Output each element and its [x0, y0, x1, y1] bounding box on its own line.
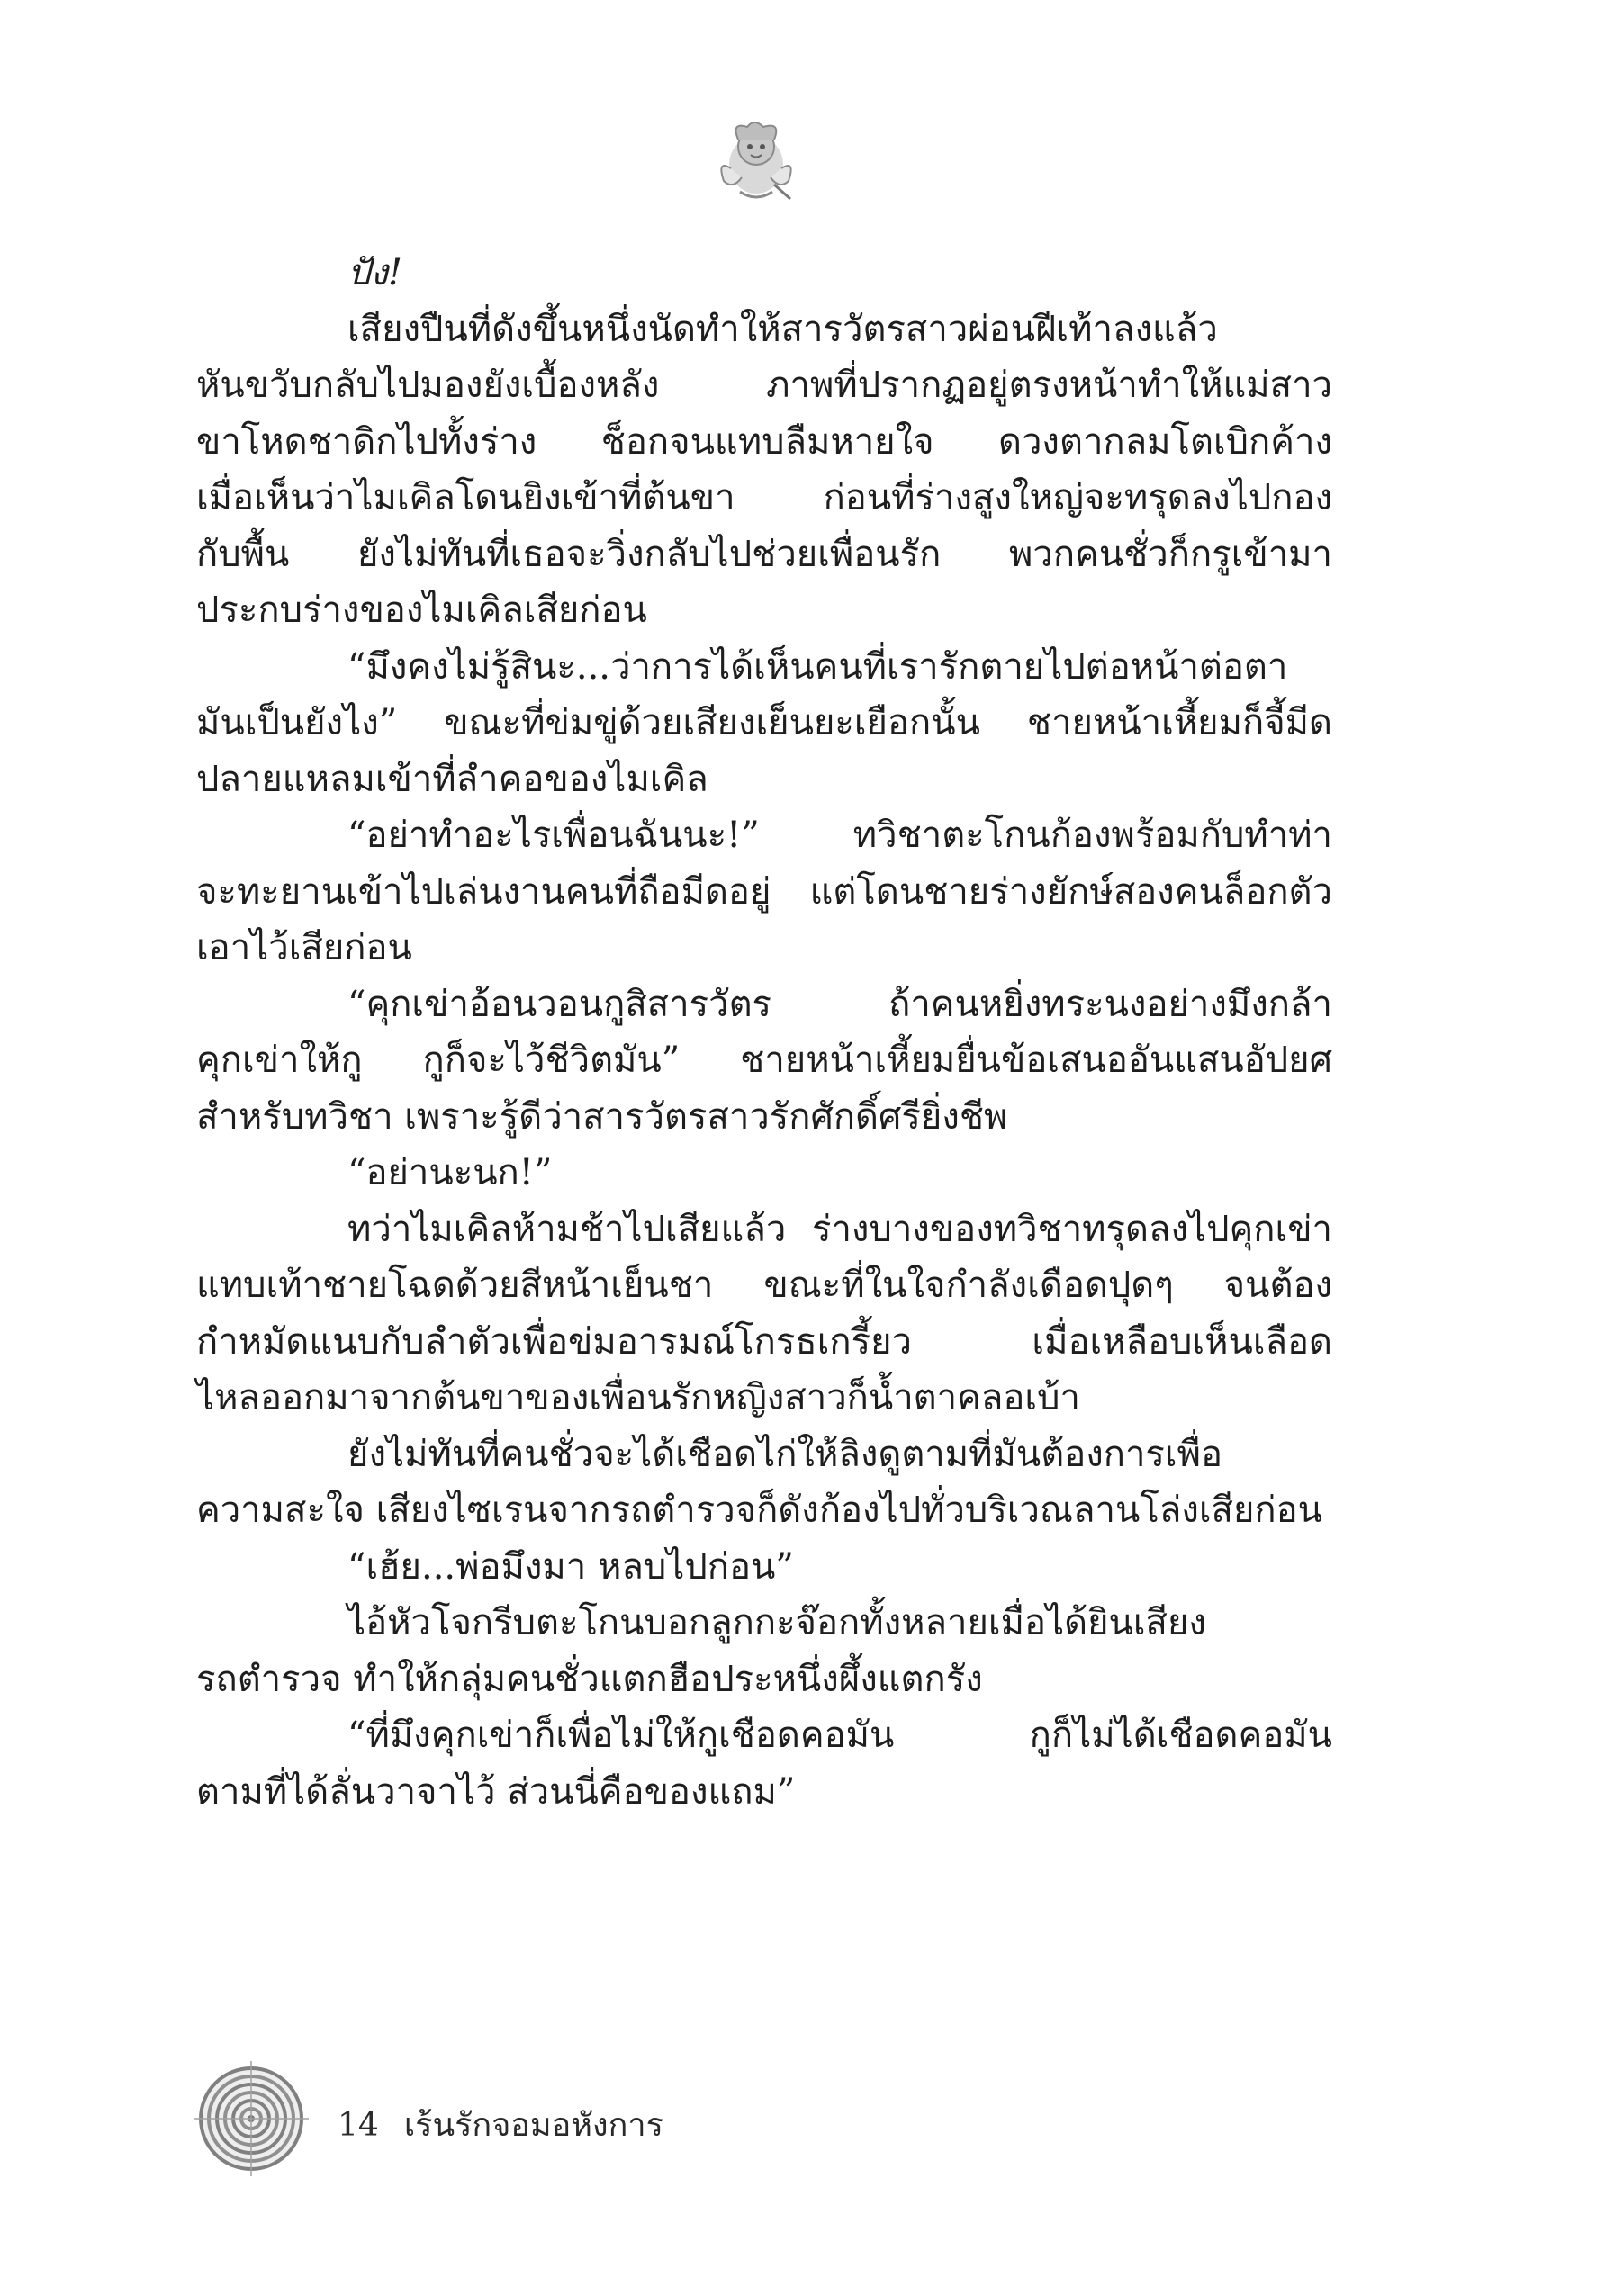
book-title: เร้นรักจอมอหังการ: [403, 2107, 663, 2144]
paragraph: [196, 1707, 1332, 1820]
cherub-cupid-icon: [711, 113, 801, 207]
paragraph: [196, 1202, 1332, 1427]
paragraph: [196, 302, 1332, 639]
paragraph: [196, 977, 1332, 1146]
paragraph: [196, 1427, 1332, 1539]
story-text: [196, 245, 1332, 1820]
text-line: “อย่านะนก!”: [347, 1152, 553, 1193]
target-rings-icon: [194, 2061, 309, 2176]
text-line: “คุกเข่าอ้อนวอนกูสิสารวัตร ถ้าคนหยิ่งทระนงอย่างมึงกล้า: [347, 983, 1332, 1025]
text-line: แทบเท้าชายโฉดด้วยสีหน้าเย็นชา ขณะที่ในใจกำลังเดือดปุดๆ จนต้อง: [196, 1265, 1332, 1306]
paragraph: [196, 1145, 1332, 1202]
text-line: ยังไม่ทันที่คนชั่วจะได้เชือดไก่ให้ลิงดูตามที่มันต้องการเพื่อ: [347, 1433, 1222, 1475]
text-line: “เฮ้ย...พ่อมึงมา หลบไปก่อน”: [347, 1545, 794, 1588]
paragraph: [196, 245, 1332, 302]
text-line: กำหมัดแนบกับลำตัวเพื่อข่มอารมณ์โกรธเกรี้ยว เมื่อเหลือบเห็นเลือด: [196, 1320, 1332, 1363]
paragraph: [196, 807, 1332, 977]
text-line: ตามที่ได้ลั่นวาจาไว้ ส่วนนี่คือของแถม”: [196, 1770, 796, 1813]
text-line: หันขวับกลับไปมองยังเบื้องหลัง ภาพที่ปรากฏอยู่ตรงหน้าทำให้แม่สาว: [196, 365, 1332, 406]
text-line: คุกเข่าให้กู กูก็จะไว้ชีวิตมัน” ชายหน้าเหี้ยมยื่นข้อเสนออันแสนอัปยศ: [196, 1040, 1332, 1081]
text-line: ความสะใจ เสียงไซเรนจากรถตำรวจก็ดังก้องไปทั่วบริเวณลานโล่งเสียก่อน: [196, 1490, 1322, 1531]
footer-caption: [338, 2099, 663, 2150]
paragraph: [196, 639, 1332, 808]
text-line: ทว่าไมเคิลห้ามช้าไปเสียแล้ว ร่างบางของทวิชาทรุดลงไปคุกเข่า: [347, 1208, 1332, 1250]
text-line: มันเป็นยังไง” ขณะที่ข่มขู่ด้วยเสียงเย็นยะเยือกนั้น ชายหน้าเหี้ยมก็จี้มีด: [196, 702, 1332, 743]
text-line: “อย่าทำอะไรเพื่อนฉันนะ!” ทวิชาตะโกนก้องพร้อมกับทำท่า: [347, 815, 1332, 856]
paragraph: [196, 1539, 1332, 1596]
text-line: เมื่อเห็นว่าไมเคิลโดนยิงเข้าที่ต้นขา ก่อนที่ร่างสูงใหญ่จะทรุดลงไปกอง: [196, 477, 1332, 518]
text-line: รถตำรวจ ทำให้กลุ่มคนชั่วแตกฮือประหนึ่งผึ้งแตกรัง: [196, 1658, 983, 1700]
text-line: ประกบร่างของไมเคิลเสียก่อน: [196, 590, 647, 631]
text-line: กับพื้น ยังไม่ทันที่เธอจะวิ่งกลับไปช่วยเพื่อนรัก พวกคนชั่วก็กรูเข้ามา: [196, 533, 1332, 575]
text-line: สำหรับทวิชา เพราะรู้ดีว่าสารวัตรสาวรักศักดิ์ศรียิ่งชีพ: [196, 1095, 1008, 1138]
text-line: “มึงคงไม่รู้สินะ...ว่าการได้เห็นคนที่เรารักตายไปต่อหน้าต่อตา: [347, 645, 1288, 688]
text-line: เสียงปืนที่ดังขึ้นหนึ่งนัดทำให้สารวัตรสาวผ่อนฝีเท้าลงแล้ว: [347, 308, 1218, 350]
paragraph: [196, 1595, 1332, 1707]
text-line: เอาไว้เสียก่อน: [196, 927, 412, 968]
page-number: 14: [338, 2107, 379, 2144]
text-line: ปัง!: [347, 252, 402, 293]
text-line: จะทะยานเข้าไปเล่นงานคนที่ถือมีดอยู่ แต่โดนชายร่างยักษ์สองคนล็อกตัว: [196, 870, 1332, 913]
page-footer: [194, 2061, 914, 2178]
text-line: ไอ้หัวโจกรีบตะโกนบอกลูกกะจ๊อกทั้งหลายเมื่อได้ยินเสียง: [347, 1602, 1206, 1643]
text-line: ไหลออกมาจากต้นขาของเพื่อนรักหญิงสาวก็น้ำตาคลอเบ้า: [196, 1377, 1080, 1418]
text-line: ปลายแหลมเข้าที่ลำคอของไมเคิล: [196, 758, 708, 800]
text-line: ขาโหดชาดิกไปทั้งร่าง ช็อกจนแทบลืมหายใจ ดวงตากลมโตเบิกค้าง: [196, 420, 1332, 463]
text-line: “ที่มึงคุกเข่าก็เพื่อไม่ให้กูเชือดคอมัน กูก็ไม่ได้เชือดคอมัน: [347, 1715, 1332, 1756]
